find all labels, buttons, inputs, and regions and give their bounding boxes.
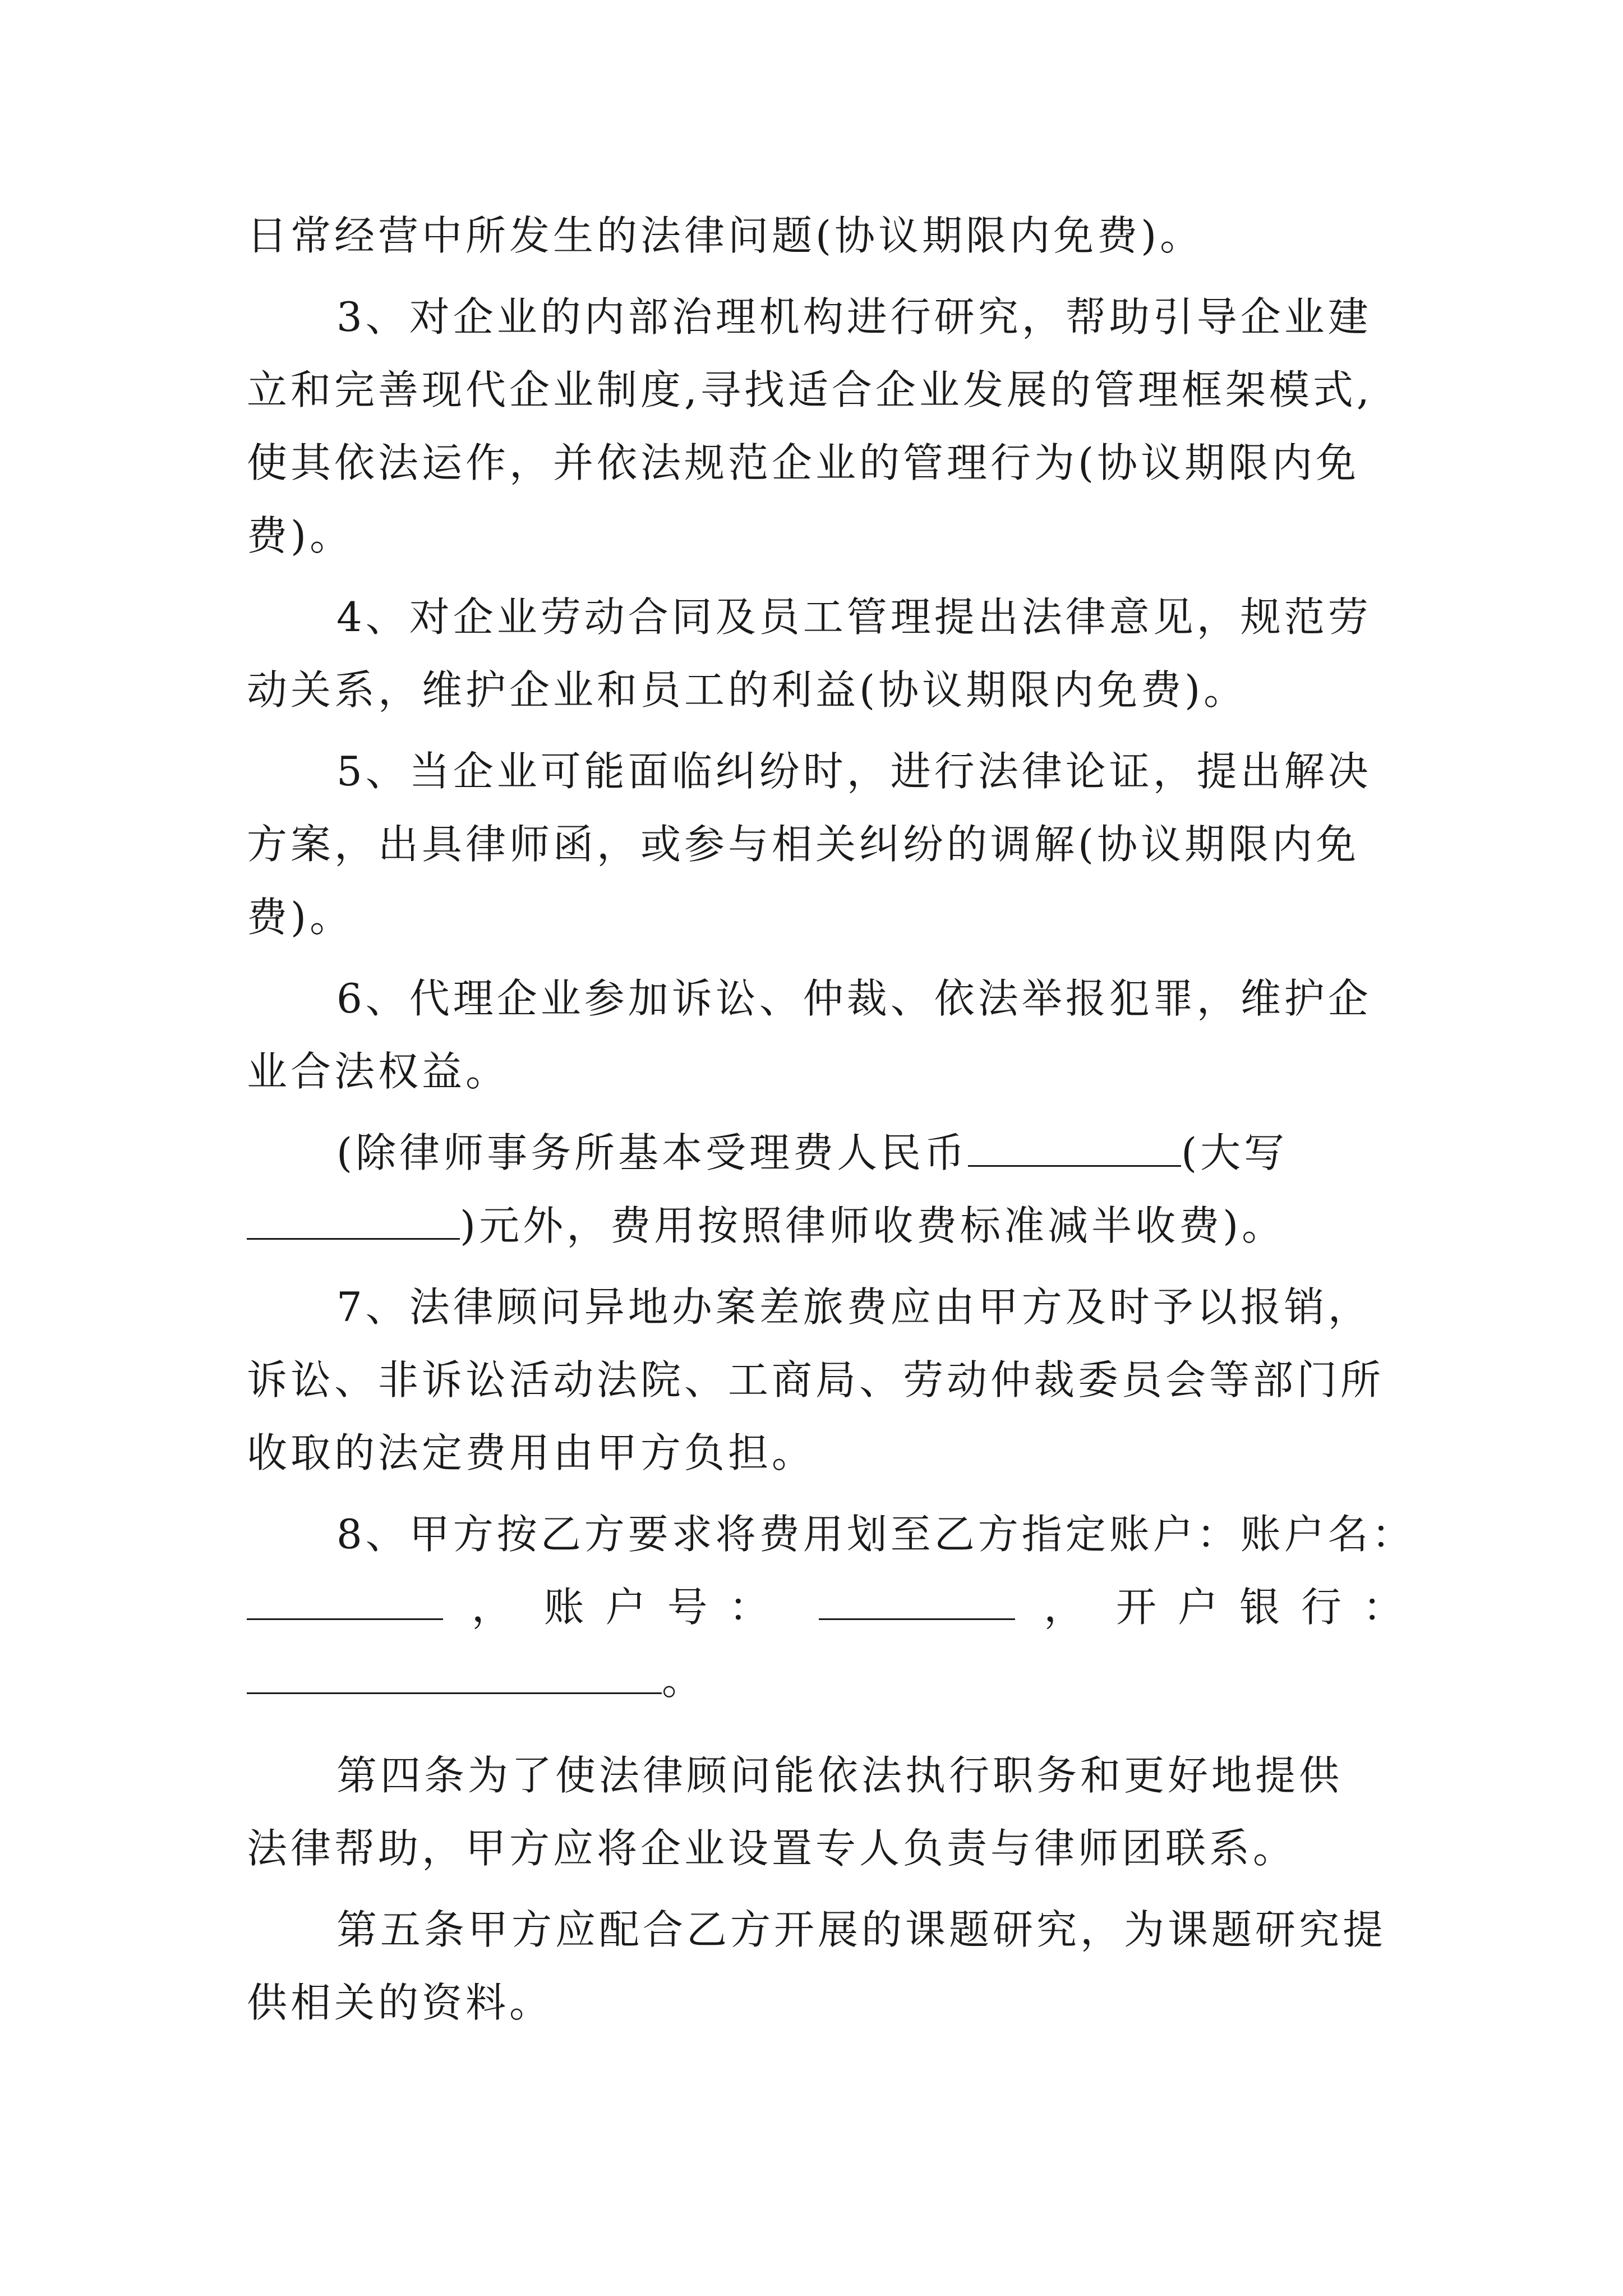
article-5-line: 第五条甲方应配合乙方开展的课题研究，为课题研究提 — [336, 1906, 1387, 1953]
period: 。 — [662, 1657, 706, 1704]
clause-3-line: 3、对企业的内部治理机构进行研究，帮助引导企业建 — [336, 293, 1372, 341]
text-line: 业合法权益。 — [247, 1048, 510, 1095]
bank-name-blank[interactable] — [247, 1653, 662, 1694]
fee-text: )元外，费用按照律师收费标准减半收费)。 — [460, 1202, 1286, 1249]
bank-label: 开户银行： — [1115, 1584, 1424, 1631]
text-line: 收取的法定费用由甲方负担。 — [247, 1429, 816, 1476]
text-line: 费)。 — [247, 894, 354, 941]
account-line — [247, 1579, 1424, 1635]
fee-line — [336, 1125, 1288, 1181]
text-line: 诉讼、非诉讼活动法院、工商局、劳动仲裁委员会等部门所 — [247, 1356, 1385, 1404]
account-number-label: 账户号： — [543, 1584, 791, 1631]
clause-6-line: 6、代理企业参加诉讼、仲裁、依法举报犯罪，维护企 — [336, 975, 1372, 1022]
bank-line — [247, 1652, 706, 1708]
clause-8-line: 8、甲方按乙方要求将费用划至乙方指定账户：账户名： — [336, 1511, 1415, 1558]
account-number-blank[interactable] — [819, 1579, 1015, 1620]
text-line: 供相关的资料。 — [247, 1979, 554, 2026]
account-name-blank[interactable] — [247, 1579, 443, 1620]
fee-line — [247, 1198, 1285, 1254]
clause-7-line: 7、法律顾问异地办案差旅费应由甲方及时予以报销， — [336, 1283, 1372, 1331]
text-line: 日常经营中所发生的法律问题(协议期限内免费)。 — [247, 212, 1204, 259]
text-line: 法律帮助，甲方应将企业设置专人负责与律师团联系。 — [247, 1825, 1297, 1872]
separator: ， — [471, 1584, 515, 1631]
text-line: 使其依法运作，并依法规范企业的管理行为(协议期限内免 — [247, 439, 1360, 486]
article-4-line: 第四条为了使法律顾问能依法执行职务和更好地提供 — [336, 1752, 1343, 1799]
fee-text: (大写 — [1181, 1129, 1288, 1176]
clause-4-line: 4、对企业劳动合同及员工管理提出法律意见，规范劳 — [336, 593, 1372, 641]
fee-uppercase-blank[interactable] — [247, 1199, 460, 1240]
text-line: 方案，出具律师函，或参与相关纠纷的调解(协议期限内免 — [247, 821, 1360, 868]
fee-text: (除律师事务所基本受理费人民币 — [336, 1129, 969, 1176]
text-line: 动关系，维护企业和员工的利益(协议期限内免费)。 — [247, 666, 1248, 714]
text-line: 立和完善现代企业制度,寻找适合企业发展的管理框架模式, — [247, 366, 1373, 413]
fee-amount-blank[interactable] — [968, 1126, 1181, 1167]
separator: ， — [1044, 1584, 1088, 1631]
clause-5-line: 5、当企业可能面临纠纷时，进行法律论证，提出解决 — [336, 748, 1372, 795]
text-line: 费)。 — [247, 512, 354, 559]
